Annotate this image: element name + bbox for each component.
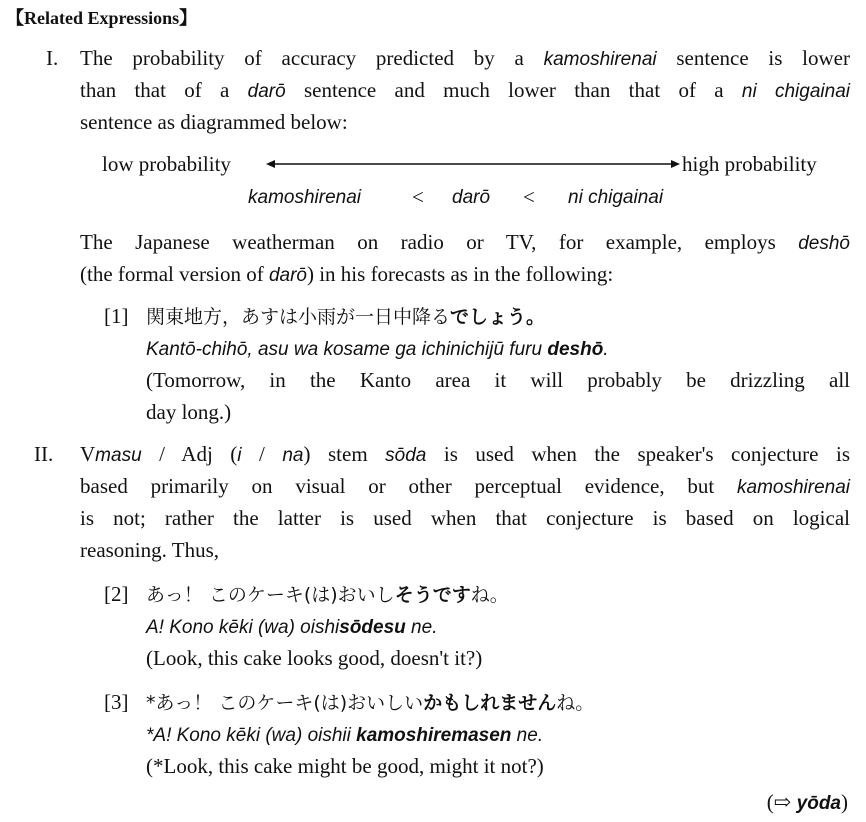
scale-ni-chigainai: ni chigainai <box>568 187 664 208</box>
scale-less-than: < <box>523 185 535 209</box>
paragraph-line: reasoning. Thus, <box>80 538 220 562</box>
example-2-romaji: A! Kono kēki (wa) oishisōdesu ne. <box>146 617 438 638</box>
paragraph-line: Vmasu / Adj (i / na) stem sōda is used when the speaker's conjecture is <box>80 442 850 466</box>
example-1-romaji: Kantō-chihō, asu wa kosame ga ichinichijū furu deshō. <box>146 339 609 360</box>
example-1-translation-cont: day long.) <box>146 400 232 424</box>
section-number-1: I. <box>46 46 59 70</box>
paragraph-line: (the formal version of darō) in his forecasts as in the following: <box>80 262 614 286</box>
high-probability-label: high probability <box>682 152 817 176</box>
scale-daro: darō <box>452 187 491 208</box>
paragraph-line: sentence as diagrammed below: <box>80 110 348 134</box>
example-number-2: [2] <box>104 582 129 606</box>
example-2-translation: (Look, this cake looks good, doesn't it?) <box>146 646 483 670</box>
section-number-2: II. <box>34 442 54 466</box>
example-number-1: [1] <box>104 304 129 328</box>
cross-reference: (⇨ yōda) <box>766 790 848 814</box>
paragraph-line: based primarily on visual or other perceptual evidence, but kamoshirenai <box>80 474 850 498</box>
low-probability-label: low probability <box>102 152 231 176</box>
section-header: 【Related Expressions】 <box>6 8 198 28</box>
paragraph-line: The probability of accuracy predicted by a kamoshirenai sentence is lower <box>80 46 850 70</box>
probability-arrow <box>266 155 680 173</box>
paragraph-line: than that of a darō sentence and much lower than that of a ni chigainai <box>80 78 850 102</box>
example-3-japanese: *あっ！ このケーキ(は)おいしいかもしれませんね。 <box>146 692 595 714</box>
scale-less-than: < <box>412 185 424 209</box>
scale-kamoshirenai: kamoshirenai <box>248 187 361 208</box>
paragraph-line: is not; rather the latter is used when that conjecture is based on logical <box>80 506 850 530</box>
example-1-translation: (Tomorrow, in the Kanto area it will probably be drizzling all <box>146 368 850 392</box>
example-3-romaji: *A! Kono kēki (wa) oishii kamoshiremasen ne. <box>146 725 544 746</box>
paragraph-line: The Japanese weatherman on radio or TV, for example, employs deshō <box>80 230 850 254</box>
example-2-japanese: あっ！ このケーキ(は)おいしそうですね。 <box>146 584 509 606</box>
example-3-translation: (*Look, this cake might be good, might it not?) <box>146 754 544 778</box>
example-number-3: [3] <box>104 690 129 714</box>
example-1-japanese: 関東地方，あすは小雨が一日中降るでしょう。 <box>146 306 546 328</box>
